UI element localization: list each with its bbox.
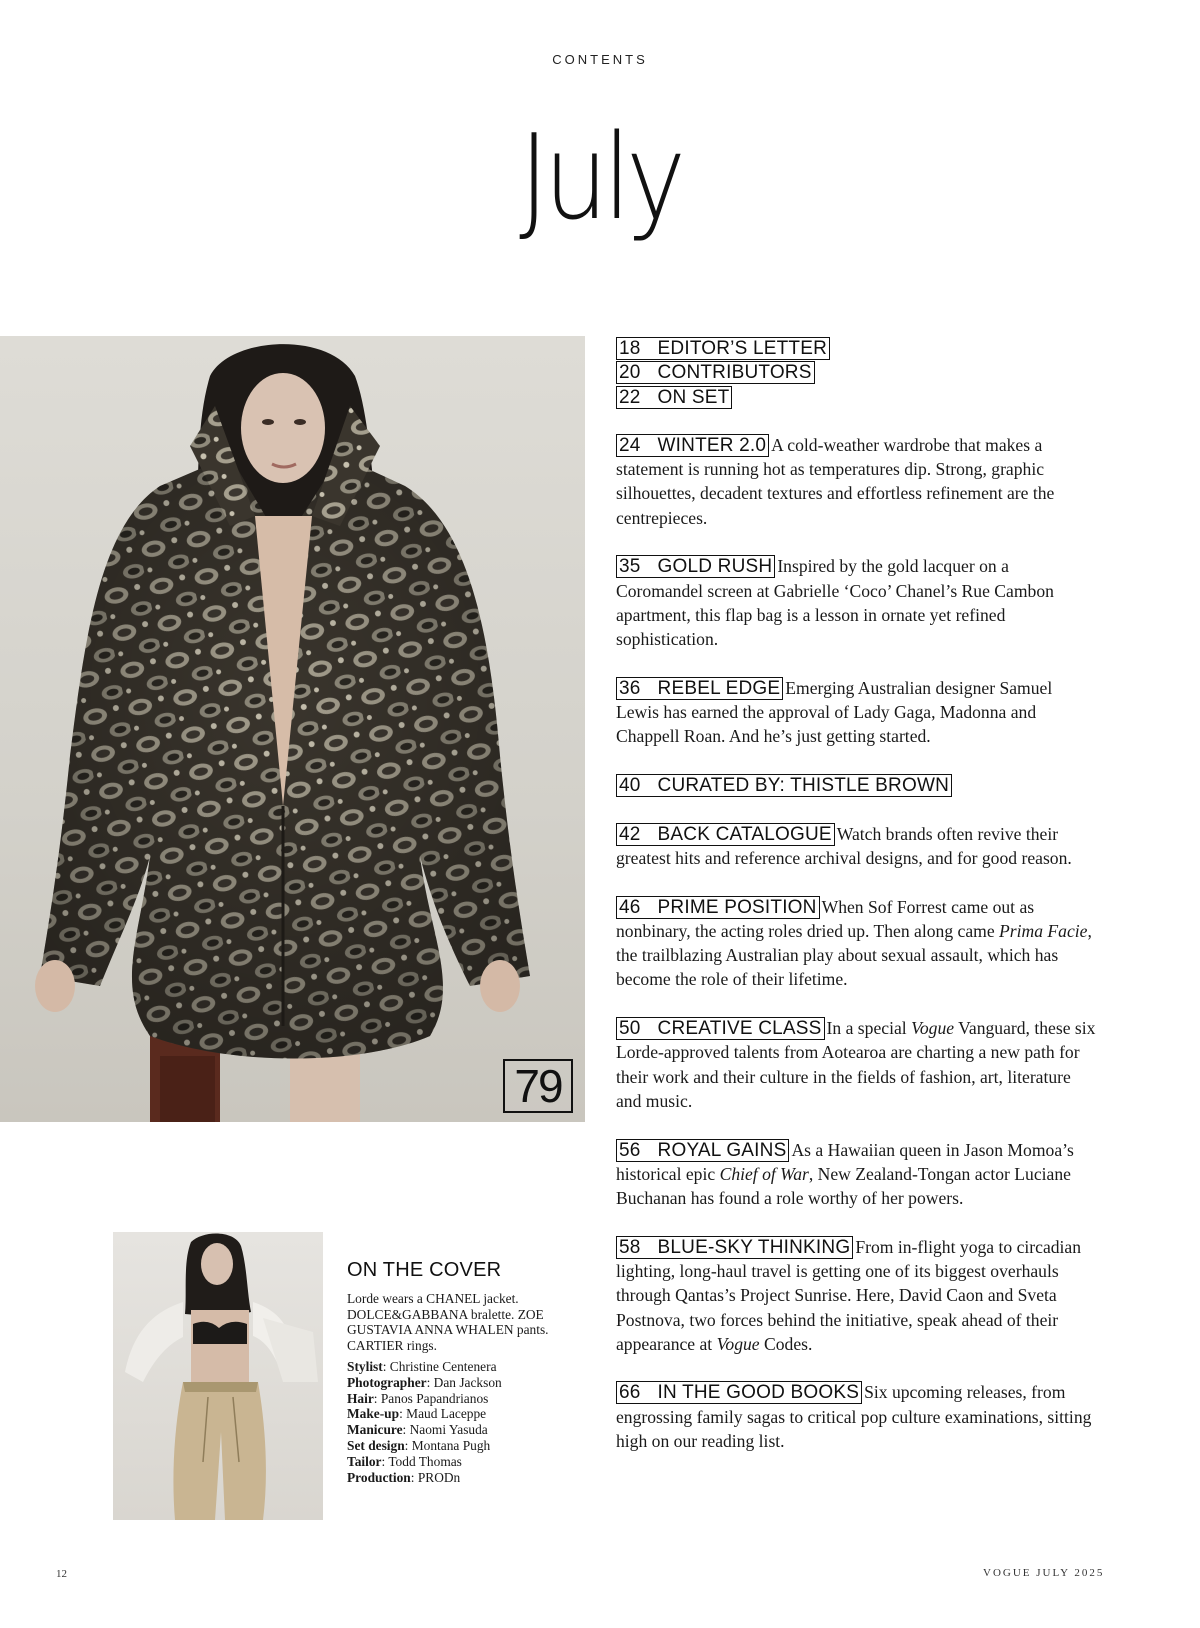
- page-number: 22: [619, 386, 641, 408]
- credit-sep: :: [402, 1422, 410, 1438]
- contents-tag: [616, 823, 835, 846]
- contents-desc-italic: Vogue: [911, 1018, 955, 1039]
- cover-credit: [347, 1375, 567, 1391]
- credit-role: Tailor: [347, 1453, 382, 1469]
- credit-role: Make-up: [347, 1406, 400, 1422]
- contents-entry[interactable]: [616, 1235, 1096, 1356]
- cover-description: Lorde wears a CHANEL jacket. DOLCE&GABBANA bralette. ZOE GUSTAVIA ANNA WHALEN pants. CARTIER rings.: [347, 1291, 549, 1353]
- contents-desc: A cold-weather wardrobe that makes a statement is running hot as temperatures dip. Strong, graphic silhouettes, decadent textures and effortless refinement are the centrepieces.: [616, 434, 1055, 528]
- contents-desc-part: When Sof Forrest came out as nonbinary, the acting roles dried up. Then along came: [616, 896, 1035, 941]
- main-photo-illustration: [0, 336, 585, 1122]
- contents-desc-part: As a Hawaiian queen in Jason Momoa’s historical epic: [616, 1139, 1074, 1184]
- contents-desc-italic: Prima Facie: [999, 920, 1088, 941]
- contents-entry[interactable]: [616, 433, 1096, 530]
- page-number: 18: [619, 338, 641, 359]
- credit-sep: :: [399, 1406, 407, 1422]
- contents-item[interactable]: [616, 385, 1096, 409]
- main-photo: [0, 336, 585, 1122]
- contents-tag: [616, 361, 815, 384]
- contents-tag: [616, 386, 732, 409]
- cover-photo-illustration: [113, 1232, 323, 1520]
- contents-tag: [616, 677, 783, 700]
- contents-desc: Six upcoming releases, from engrossing family sagas to critical pop culture examinations, sitting high on our reading list.: [616, 1382, 1092, 1452]
- contents-title: CREATIVE CLASS: [657, 1018, 822, 1040]
- cover-credit: [347, 1470, 567, 1486]
- page-number: 50: [619, 1018, 641, 1040]
- contents-desc-part: , New Zealand-Tongan actor Luciane Buchanan has found a role worthy of her powers.: [616, 1163, 1071, 1209]
- contents-item[interactable]: [616, 336, 1096, 360]
- credit-sep: :: [381, 1453, 389, 1469]
- cover-credit: [347, 1438, 567, 1454]
- cover-credit: [347, 1406, 567, 1422]
- contents-simple-list: [616, 336, 1096, 409]
- contents-desc-italic: Chief of War: [719, 1163, 809, 1184]
- page-number: 46: [619, 896, 641, 918]
- contents-tag: [616, 774, 952, 797]
- contents-title: CONTRIBUTORS: [657, 362, 812, 384]
- credit-sep: :: [382, 1359, 390, 1374]
- contents-title: REBEL EDGE: [657, 677, 781, 699]
- cover-credit: [347, 1391, 567, 1407]
- cover-credit: [347, 1422, 567, 1438]
- cover-credit: [347, 1359, 567, 1375]
- contents-entry[interactable]: [616, 554, 1096, 651]
- contents-entry[interactable]: [616, 1380, 1096, 1453]
- credit-role: Set design: [347, 1437, 405, 1453]
- contents-tag: [616, 1139, 789, 1162]
- contents-entry[interactable]: [616, 676, 1096, 749]
- contents-tag: [616, 1017, 825, 1040]
- contents-item[interactable]: [616, 360, 1096, 384]
- contents-desc-part: From in-flight yoga to circadian lighting, long-haul travel is getting one of its biggest overhauls through Qantas’s Project Sunrise. Here, David Caon and Sveta Postnova, two forces behind the initiative, speak ahead of their appearance at: [616, 1236, 1082, 1354]
- credit-name: Christine Centenera: [389, 1359, 497, 1374]
- contents-title: BACK CATALOGUE: [657, 823, 832, 845]
- credit-sep: :: [410, 1469, 418, 1485]
- credit-name: Maud Laceppe: [406, 1406, 487, 1422]
- contents-title: WINTER 2.0: [657, 434, 767, 456]
- credit-sep: :: [404, 1437, 412, 1453]
- contents-tag: [616, 1381, 862, 1404]
- contents-title: EDITOR’S LETTER: [657, 338, 828, 359]
- cover-credit: [347, 1454, 567, 1470]
- credit-role: Manicure: [347, 1422, 403, 1438]
- page-number: 35: [619, 556, 641, 578]
- credit-sep: :: [426, 1374, 434, 1390]
- cover-photo: [113, 1232, 323, 1520]
- cover-title: ON THE COVER: [347, 1259, 502, 1281]
- contents-desc-italic: Vogue: [716, 1333, 760, 1354]
- contents-title: IN THE GOOD BOOKS: [657, 1382, 860, 1404]
- contents-tag: [616, 555, 775, 578]
- credit-name: Dan Jackson: [433, 1374, 502, 1390]
- page-number: 66: [619, 1382, 641, 1404]
- credit-role: Stylist: [347, 1359, 383, 1374]
- page-number: 58: [619, 1236, 641, 1258]
- contents-desc: Watch brands often revive their greatest hits and reference archival designs, and for good reason.: [616, 823, 1072, 868]
- page-number: 24: [619, 434, 641, 456]
- credit-name: Naomi Yasuda: [409, 1422, 488, 1438]
- contents-title: BLUE-SKY THINKING: [657, 1236, 851, 1258]
- credit-name: PRODn: [417, 1469, 461, 1485]
- contents-title: ON SET: [657, 386, 730, 408]
- contents-desc: Inspired by the gold lacquer on a Coromandel screen at Gabrielle ‘Coco’ Chanel’s Rue Cambon apartment, this flap bag is a lesson in ornate yet refined sophistication.: [616, 556, 1054, 650]
- credit-name: Todd Thomas: [388, 1453, 462, 1469]
- cover-info: [347, 1258, 567, 1485]
- credit-role: Production: [347, 1469, 411, 1485]
- contents-title: CURATED BY: THISTLE BROWN: [657, 775, 949, 797]
- contents-entry[interactable]: [616, 1138, 1096, 1211]
- page-number-footer: 12: [56, 1568, 67, 1580]
- contents-title: GOLD RUSH: [657, 556, 773, 578]
- page-number: 56: [619, 1139, 641, 1161]
- contents-title: PRIME POSITION: [657, 896, 817, 918]
- page-reference-badge: 79: [503, 1059, 573, 1113]
- contents-entry[interactable]: [616, 895, 1096, 992]
- contents-list: [616, 336, 1096, 1478]
- page-title: July: [519, 108, 681, 246]
- credit-name: Montana Pugh: [411, 1437, 491, 1453]
- contents-tag: [616, 337, 830, 360]
- contents-title: ROYAL GAINS: [657, 1139, 787, 1161]
- contents-desc: Emerging Australian designer Samuel Lewis has earned the approval of Lady Gaga, Madonna and Chappell Roan. And he’s just getting started.: [616, 677, 1053, 747]
- contents-entry[interactable]: [616, 773, 1096, 797]
- contents-desc-part: Codes.: [759, 1333, 813, 1354]
- credit-name: Panos Papandrianos: [380, 1390, 489, 1406]
- contents-desc-part: Vanguard, these six Lorde-approved talents from Aotearoa are charting a new path for their work and their culture in the fields of fashion, art, literature and music.: [616, 1018, 1096, 1111]
- contents-tag: [616, 434, 769, 457]
- section-kicker: CONTENTS: [552, 52, 648, 67]
- page-number: 36: [619, 677, 641, 699]
- contents-entry[interactable]: [616, 822, 1096, 871]
- page-number: 42: [619, 823, 641, 845]
- contents-desc-part: , the trailblazing Australian play about sexual assault, which has become the role of their lifetime.: [616, 920, 1092, 990]
- contents-tag: [616, 896, 820, 919]
- contents-tag: [616, 1236, 853, 1259]
- magazine-footer: VOGUE JULY 2025: [983, 1567, 1105, 1579]
- page-number: 40: [619, 775, 641, 797]
- credit-sep: :: [373, 1390, 381, 1406]
- credit-role: Photographer: [347, 1374, 427, 1390]
- contents-desc-part: In a special: [826, 1018, 912, 1039]
- contents-entry[interactable]: [616, 1016, 1096, 1113]
- page-number: 20: [619, 362, 641, 384]
- credit-role: Hair: [347, 1390, 374, 1406]
